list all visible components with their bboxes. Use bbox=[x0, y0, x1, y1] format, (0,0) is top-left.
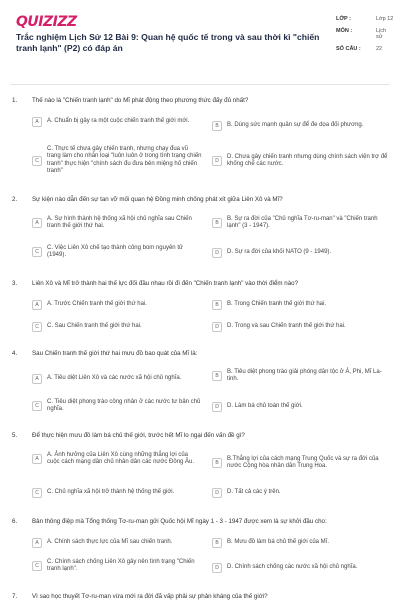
option-letter: D bbox=[212, 402, 222, 412]
question-5 bbox=[12, 432, 388, 504]
question-1 bbox=[12, 97, 388, 187]
option-text: D. Tất cả các ý trên. bbox=[227, 489, 281, 496]
question-3 bbox=[12, 280, 388, 340]
option-b[interactable] bbox=[212, 121, 388, 131]
option-letter: D bbox=[212, 488, 222, 498]
option-text: A. Sự hình thành hệ thống xã hội chủ nghĩa sau Chiến tranh thế giới thứ hai. bbox=[47, 216, 192, 230]
option-letter: C bbox=[32, 401, 42, 411]
option-a[interactable] bbox=[32, 300, 202, 310]
option-letter: C bbox=[32, 247, 42, 257]
option-text: B. Sự ra đời của "Chủ nghĩa Tơ-ru-man" và "Chiến tranh lạnh" (3 - 1947). bbox=[227, 216, 378, 230]
option-letter: A bbox=[32, 538, 42, 548]
option-text: C. Việc Liên Xô chế tạo thành công bom nguyên tử (1949). bbox=[47, 245, 183, 259]
option-a[interactable] bbox=[32, 216, 202, 231]
question-text: Sau Chiến tranh thế giới thứ hai mưu đồ bao quát của Mĩ là: bbox=[32, 350, 198, 357]
option-c[interactable] bbox=[32, 322, 202, 332]
option-letter: A bbox=[32, 454, 42, 464]
option-text: B. Dùng sức mạnh quân sự để đe dọa đối phương. bbox=[227, 122, 364, 129]
option-letter: D bbox=[212, 563, 222, 573]
option-letter: C bbox=[32, 322, 42, 332]
option-d[interactable] bbox=[212, 154, 388, 169]
question-7 bbox=[12, 593, 388, 600]
question-text: Để thực hiện mưu đồ làm bá chủ thế giới, trước hết Mĩ lo ngại đến vấn đề gì? bbox=[32, 432, 245, 439]
option-a[interactable] bbox=[32, 538, 202, 548]
question-6 bbox=[12, 518, 388, 586]
option-text: B. Trong Chiến tranh thế giới thứ hai. bbox=[227, 301, 327, 308]
option-letter: C bbox=[32, 156, 42, 166]
option-a[interactable] bbox=[32, 117, 202, 127]
option-text: B. Tiêu diệt phong trào giải phóng dân tộc ở Á, Phi, Mĩ La-tinh. bbox=[227, 369, 382, 383]
option-letter: B bbox=[212, 538, 222, 548]
option-letter: C bbox=[32, 488, 42, 498]
option-text: A. Trước Chiến tranh thế giới thứ hai. bbox=[47, 301, 147, 308]
option-letter: D bbox=[212, 248, 222, 258]
option-c[interactable] bbox=[32, 146, 202, 175]
option-text: B.Thắng lợi của cách mạng Trung Quốc và sự ra đời của nước Cộng hòa nhân dân Trung Hoa. bbox=[227, 456, 379, 470]
option-text: A. Chính sách thực lực của Mĩ sau chiến tranh. bbox=[47, 539, 173, 546]
option-d[interactable] bbox=[212, 402, 388, 412]
option-letter: D bbox=[212, 322, 222, 332]
meta-count-value: 22 bbox=[376, 46, 383, 52]
option-letter: D bbox=[212, 156, 222, 166]
option-b[interactable] bbox=[212, 538, 388, 548]
option-b[interactable] bbox=[212, 369, 388, 384]
meta-subject bbox=[336, 28, 394, 40]
option-letter: B bbox=[212, 371, 222, 381]
option-a[interactable] bbox=[32, 374, 202, 384]
option-letter: B bbox=[212, 458, 222, 468]
option-text: C. Thực tế chưa gây chiến tranh, nhưng chạy đua vũ trang làm cho nhân loại "luôn luôn ở trong tình trạng chiến tranh" thực hiện "chính sách đu đưa bên miệng hố chiến tranh" bbox=[47, 146, 202, 174]
question-number: 5. bbox=[12, 432, 18, 439]
meta-class bbox=[336, 16, 394, 22]
option-letter: A bbox=[32, 374, 42, 384]
option-c[interactable] bbox=[32, 399, 202, 414]
option-b[interactable] bbox=[212, 216, 388, 231]
option-text: D. Sự ra đời của khối NATO (9 - 1949). bbox=[227, 249, 332, 256]
question-4 bbox=[12, 350, 388, 420]
option-text: C. Chính sách chống Liên Xô gây nên tình trạng "Chiến tranh lạnh". bbox=[47, 559, 195, 573]
option-letter: A bbox=[32, 117, 42, 127]
option-d[interactable] bbox=[212, 322, 388, 332]
option-c[interactable] bbox=[32, 488, 202, 498]
worksheet-meta bbox=[336, 16, 394, 58]
worksheet-title: Trắc nghiệm Lịch Sử 12 Bài 9: Quan hệ quốc tế trong và sau thời kì "chiến tranh lạnh" (P2) có đáp án bbox=[16, 32, 320, 53]
option-letter: B bbox=[212, 300, 222, 310]
option-b[interactable] bbox=[212, 456, 388, 471]
question-text: Vì sao học thuyết Tơ-ru-man vừa mới ra đời đã vấp phải sự phản kháng của thế giới? bbox=[32, 593, 268, 600]
quizizz-logo: QUIZIZZ bbox=[16, 14, 77, 30]
question-number: 4. bbox=[12, 350, 18, 357]
option-d[interactable] bbox=[212, 488, 388, 498]
meta-subject-label: MÔN : bbox=[336, 28, 353, 34]
question-number: 7. bbox=[12, 593, 18, 600]
option-b[interactable] bbox=[212, 300, 388, 310]
question-number: 6. bbox=[12, 518, 18, 525]
option-c[interactable] bbox=[32, 559, 202, 574]
meta-class-label: LỚP : bbox=[336, 16, 351, 22]
option-letter: A bbox=[32, 300, 42, 310]
option-a[interactable] bbox=[32, 452, 202, 467]
option-text: C. Tiêu diệt phong trào công nhân ở các nước tư bản chủ nghĩa. bbox=[47, 399, 201, 413]
option-text: D. Chưa gây chiến tranh nhưng dùng chính sách viện trợ để khống chế các nước. bbox=[227, 154, 388, 168]
question-number: 1. bbox=[12, 97, 18, 104]
question-text: Sự kiện nào dẫn đến sự tan vỡ mối quan hệ Đồng minh chống phát xít giữa Liên Xô và Mĩ? bbox=[32, 196, 283, 203]
option-text: C. Chủ nghĩa xã hội trở thành hệ thống thế giới. bbox=[47, 489, 175, 496]
question-number: 2. bbox=[12, 196, 18, 203]
option-text: A. Chuẩn bị gây ra một cuộc chiến tranh thế giới mới. bbox=[47, 118, 190, 125]
meta-subject-value: Lịch sử bbox=[376, 28, 387, 40]
option-c[interactable] bbox=[32, 245, 202, 260]
option-letter: A bbox=[32, 218, 42, 228]
option-text: B. Mưu đồ làm bá chủ thế giới của Mĩ. bbox=[227, 539, 329, 546]
option-text: D. Trong và sau Chiến tranh thế giới thứ hai. bbox=[227, 323, 346, 330]
question-text: Thế nào là "Chiến tranh lạnh" do Mĩ phát động theo phương thức đấy đủ nhất? bbox=[32, 97, 249, 104]
option-text: C. Sau Chiến tranh thế giới thứ hai. bbox=[47, 323, 142, 330]
meta-count-label: SỐ CÂU : bbox=[336, 46, 361, 52]
option-d[interactable] bbox=[212, 248, 388, 258]
meta-class-value: Lớp 12 bbox=[376, 16, 394, 22]
option-text: D. Làm bá chủ toàn thế giới. bbox=[227, 403, 303, 410]
option-d[interactable] bbox=[212, 563, 388, 573]
header-divider bbox=[10, 84, 390, 85]
question-text: Liên Xô và Mĩ trở thành hai thế lực đối đầu nhau rồi đi đến "Chiến tranh lạnh" vào thời điểm nào? bbox=[32, 280, 299, 287]
option-text: A. Ảnh hưởng của Liên Xô cùng những thắng lợi của cuộc cách mạng dân chủ nhân dân các nước Đông Âu. bbox=[47, 452, 195, 466]
option-letter: C bbox=[32, 561, 42, 571]
question-number: 3. bbox=[12, 280, 18, 287]
question-text: Bản thông điệp mà Tổng thống Tơ-ru-man gửi Quốc hội Mĩ ngày 1 - 3 - 1947 được xem là sự khởi đầu cho: bbox=[32, 518, 327, 525]
option-letter: B bbox=[212, 121, 222, 131]
option-text: D. Chính sách chống các nước xã hội chủ nghĩa. bbox=[227, 564, 358, 571]
worksheet-header bbox=[12, 12, 394, 82]
option-letter: B bbox=[212, 218, 222, 228]
meta-count bbox=[336, 46, 394, 52]
question-2 bbox=[12, 196, 388, 266]
option-text: A. Tiêu diệt Liên Xô và các nước xã hội chủ nghĩa. bbox=[47, 375, 182, 382]
